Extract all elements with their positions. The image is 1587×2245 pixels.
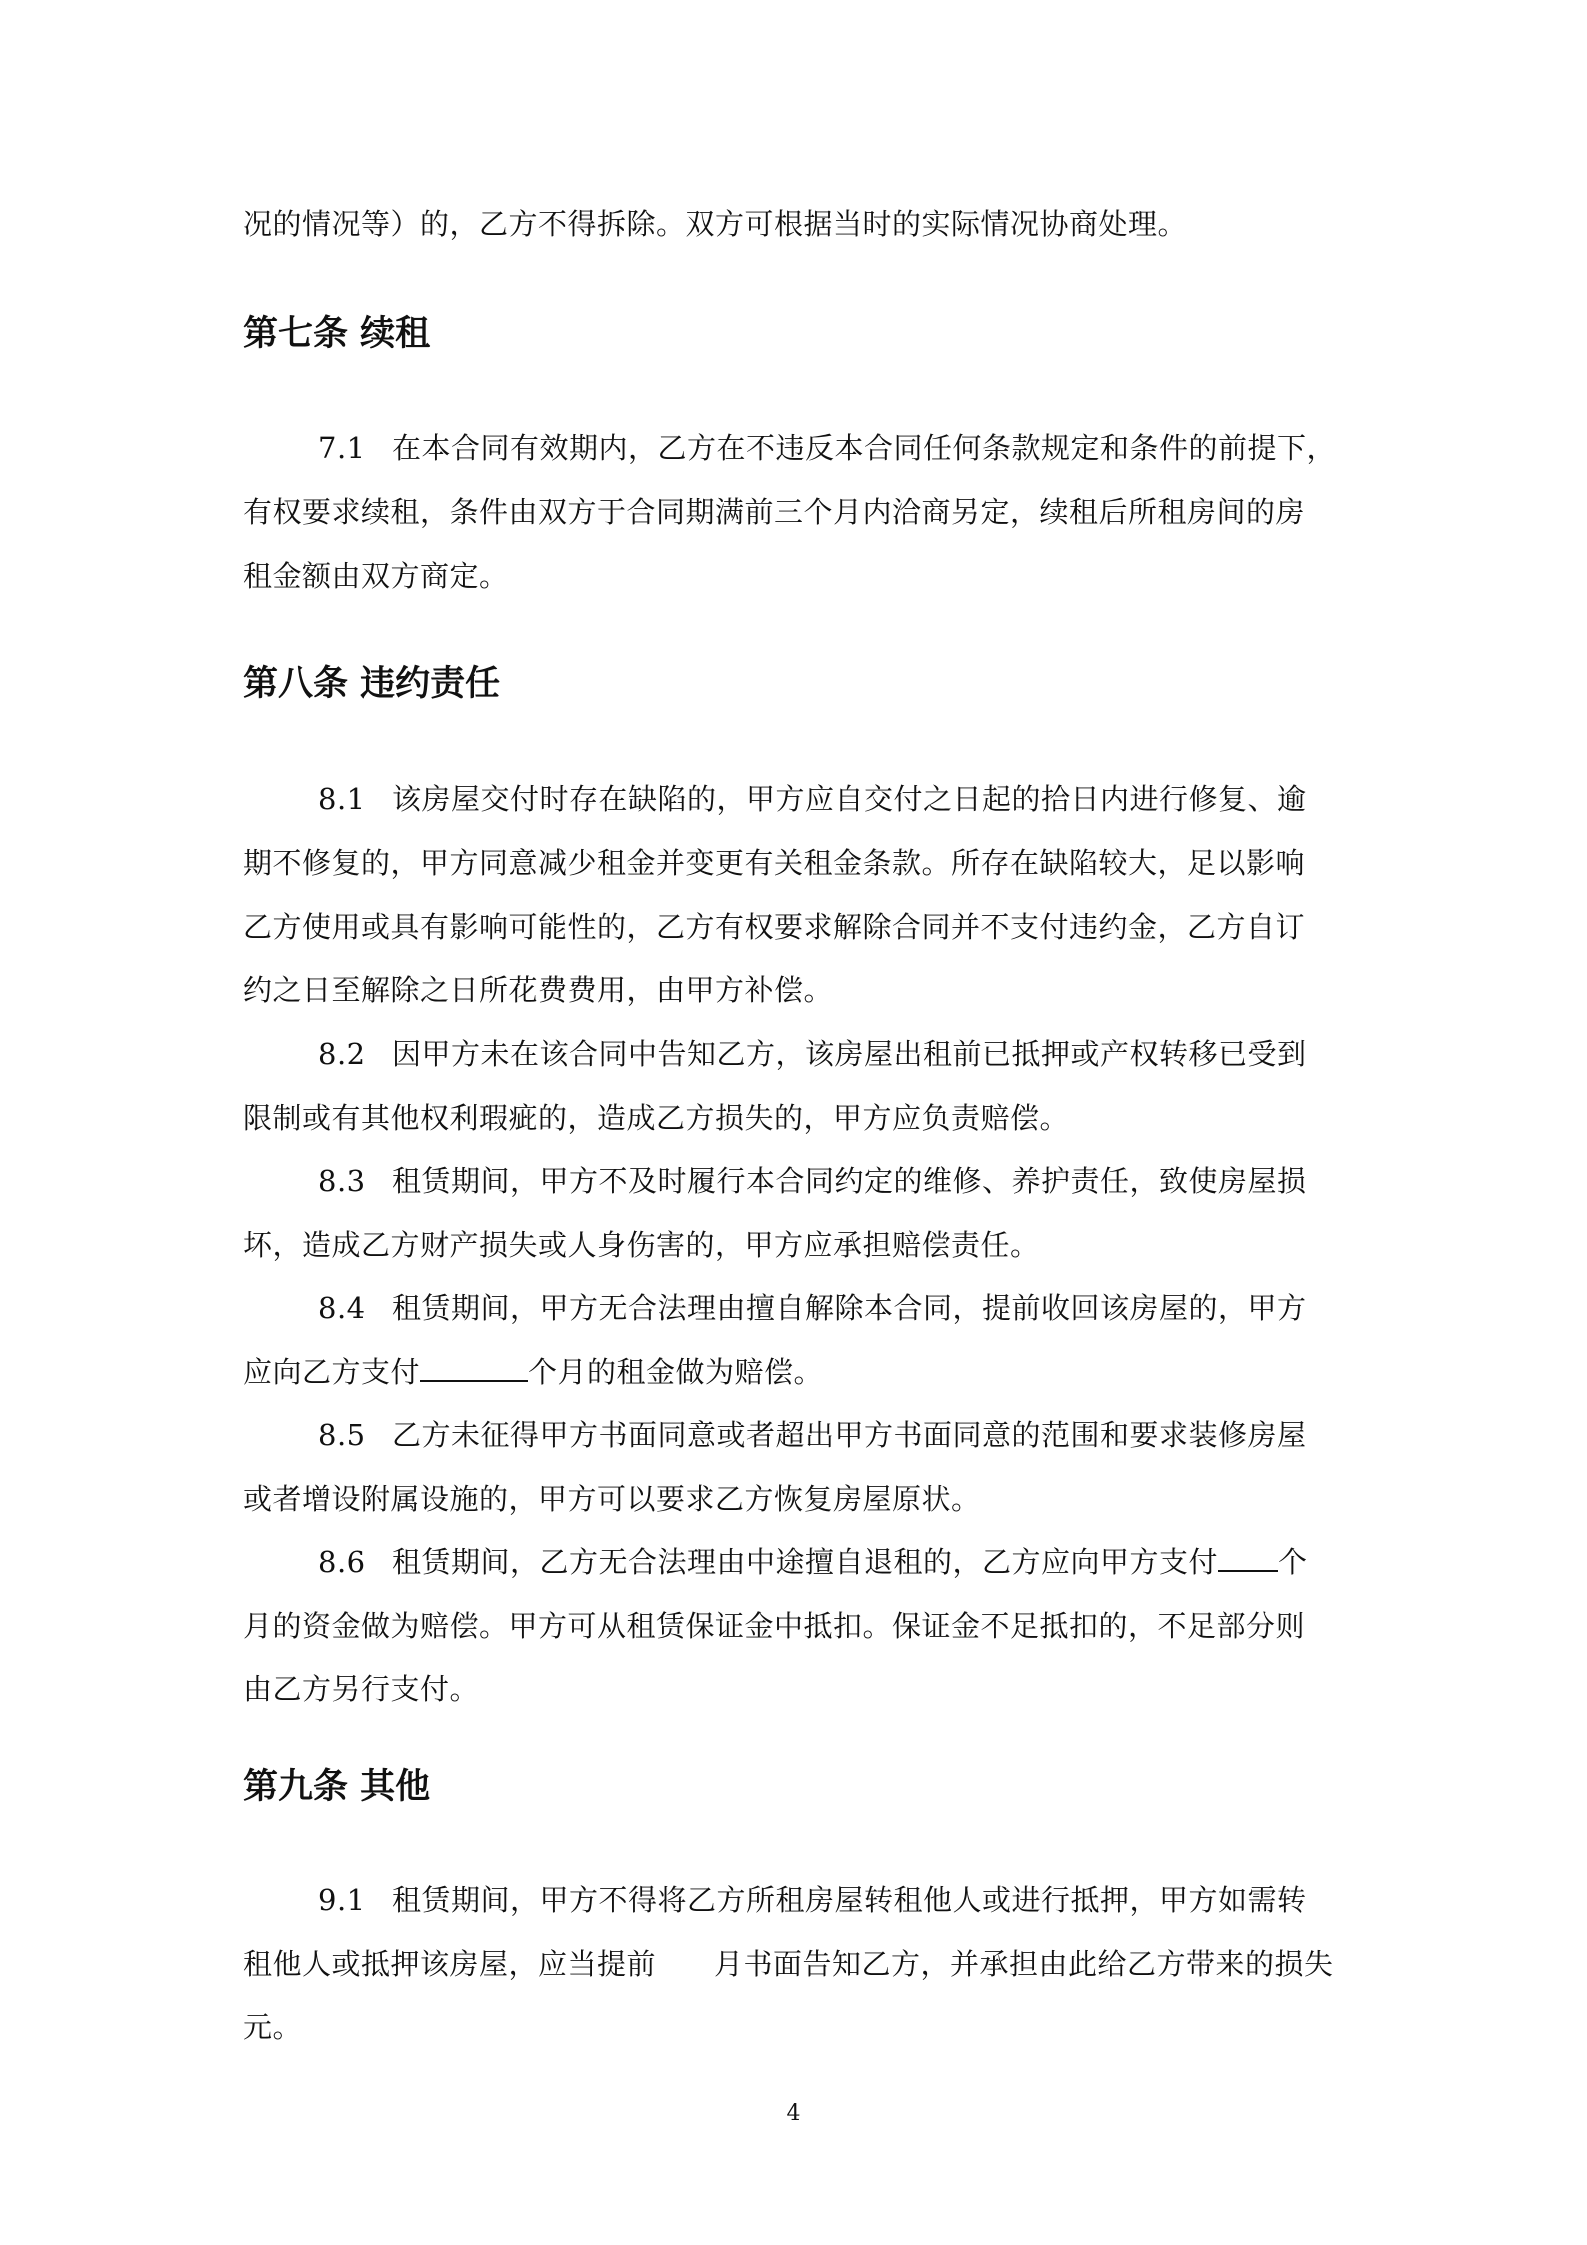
article-9-heading: 第九条 其他 [243,1767,431,1807]
article-7-heading: 第七条 续租 [243,314,431,354]
clause-9-1-line-2 [243,1944,1353,1984]
page-number: 4 [786,2101,801,2126]
clause-8-4-number: 8.4 [318,1291,366,1325]
clause-7-1-line-1 [318,428,1353,468]
clause-8-2-line-1 [318,1034,1353,1074]
clause-8-6-line-3: 由乙方另行支付。 [243,1672,480,1706]
clause-8-6-line-1 [318,1542,1353,1582]
clause-9-1-text-after-blank: 月书面告知乙方，并承担由此给乙方带来的损失 [714,1947,1334,1981]
fill-in-blank-months [1218,1542,1278,1572]
clause-8-1-line-4: 约之日至解除之日所花费费用，由甲方补偿。 [243,973,834,1007]
clause-8-5-line-2: 或者增设附属设施的，甲方可以要求乙方恢复房屋原状。 [243,1482,981,1516]
clause-7-1-line-3: 租金额由双方商定。 [243,559,509,593]
article-8-heading: 第八条 违约责任 [243,664,501,704]
clause-8-3-line-2: 坏，造成乙方财产损失或人身伤害的，甲方应承担赔偿责任。 [243,1228,1040,1262]
clause-8-6-number: 8.6 [318,1545,366,1579]
clause-8-5-number: 8.5 [318,1418,366,1452]
clause-8-1-number: 8.1 [318,782,366,816]
clause-9-1-text: 租赁期间，甲方不得将乙方所租房屋转租他人或进行抵押，甲方如需转 [392,1883,1307,1917]
clause-9-1-line-3: 元。 [243,2010,303,2044]
clause-8-6-line-2: 月的资金做为赔偿。甲方可从租赁保证金中抵扣。保证金不足抵扣的，不足部分则 [243,1609,1306,1643]
clause-7-1-line-2: 有权要求续租，条件由双方于合同期满前三个月内洽商另定，续租后所租房间的房 [243,495,1306,529]
clause-8-4-line-2 [243,1352,1353,1392]
clause-8-1-line-2: 期不修复的，甲方同意减少租金并变更有关租金条款。所存在缺陷较大，足以影响 [243,846,1306,880]
clause-8-3-line-1 [318,1161,1353,1201]
clause-8-4-text-after-blank: 个月的租金做为赔偿。 [528,1355,824,1389]
clause-9-1-text-before-blank: 租他人或抵押该房屋，应当提前 [243,1947,657,1981]
clause-8-5-text: 乙方未征得甲方书面同意或者超出甲方书面同意的范围和要求装修房屋 [392,1418,1307,1452]
clause-8-4-text-before-blank: 应向乙方支付 [243,1355,421,1389]
clause-8-2-text: 因甲方未在该合同中告知乙方，该房屋出租前已抵押或产权转移已受到 [392,1037,1307,1071]
clause-8-3-number: 8.3 [318,1164,366,1198]
clause-8-4-text: 租赁期间，甲方无合法理由擅自解除本合同，提前收回该房屋的，甲方 [392,1291,1307,1325]
clause-7-1-number: 7.1 [318,431,366,465]
paragraph-continuation: 况的情况等）的，乙方不得拆除。双方可根据当时的实际情况协商处理。 [243,207,1188,241]
clause-8-1-text: 该房屋交付时存在缺陷的，甲方应自交付之日起的拾日内进行修复、逾 [392,782,1307,816]
clause-8-3-text: 租赁期间，甲方不及时履行本合同约定的维修、养护责任，致使房屋损 [392,1164,1307,1198]
clause-8-2-number: 8.2 [318,1037,366,1071]
clause-8-4-line-1 [318,1288,1353,1328]
clause-8-1-line-1 [318,779,1353,819]
fill-in-blank-months [420,1352,528,1382]
clause-9-1-number: 9.1 [318,1883,366,1917]
clause-8-1-line-3: 乙方使用或具有影响可能性的，乙方有权要求解除合同并不支付违约金，乙方自订 [243,910,1306,944]
clause-8-6-text-before-blank: 租赁期间，乙方无合法理由中途擅自退租的，乙方应向甲方支付 [392,1545,1219,1579]
clause-7-1-text: 在本合同有效期内，乙方在不违反本合同任何条款规定和条件的前提下， [392,431,1337,465]
clause-8-5-line-1 [318,1415,1353,1455]
clause-8-6-text-after-blank: 个 [1278,1545,1308,1579]
clause-8-2-line-2: 限制或有其他权利瑕疵的，造成乙方损失的，甲方应负责赔偿。 [243,1101,1070,1135]
clause-9-1-line-1 [318,1880,1353,1920]
